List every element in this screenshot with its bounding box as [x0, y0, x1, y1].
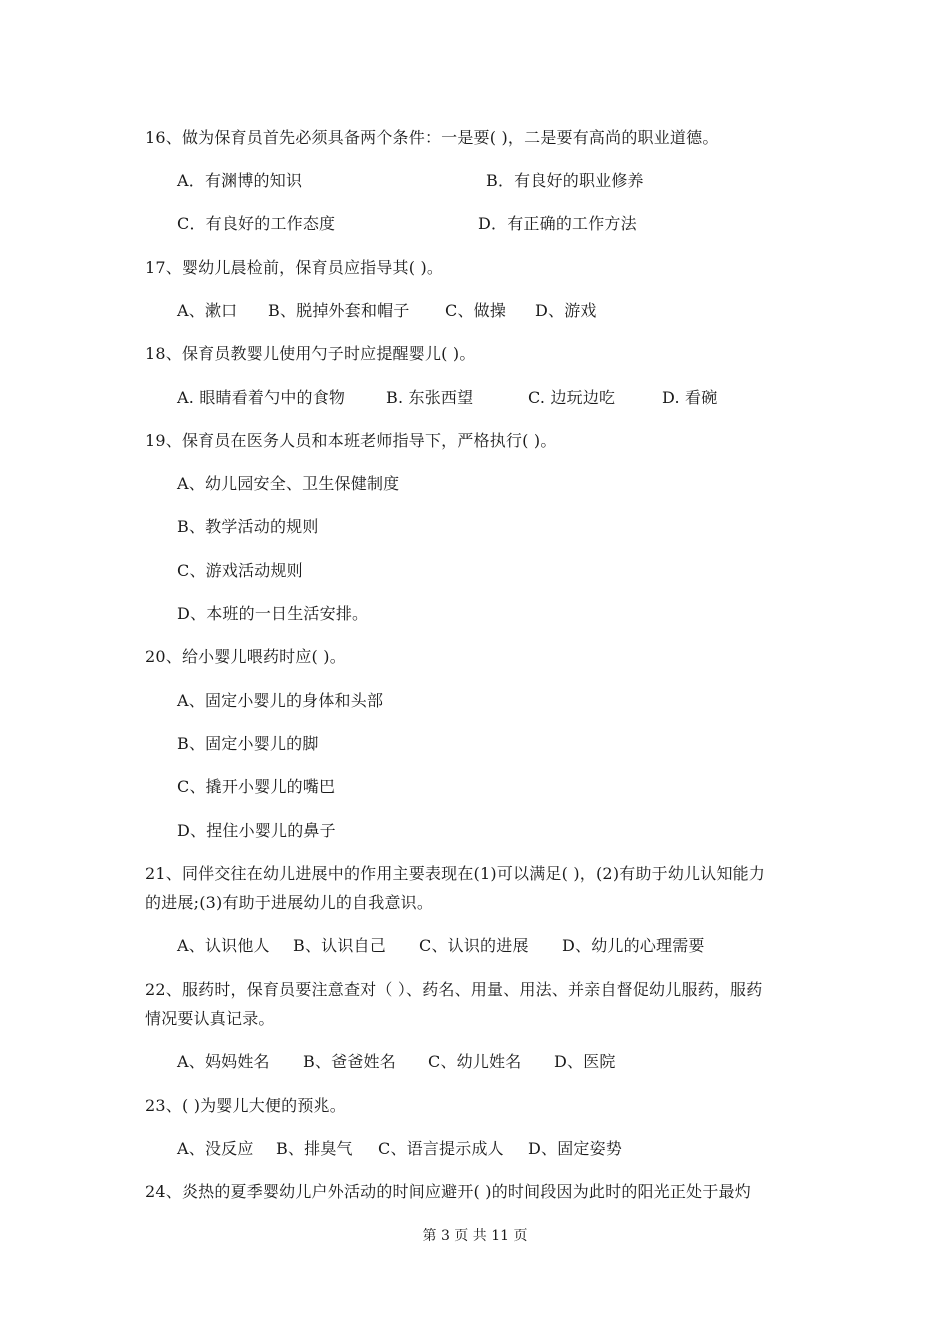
- option-22-b: B、爸爸姓名: [303, 1052, 396, 1071]
- option-20-c: C、撬开小婴儿的嘴巴: [177, 777, 336, 796]
- question-18: 18、保育员教婴儿使用勺子时应提醒婴儿( )。: [145, 344, 476, 363]
- option-16-c: C．有良好的工作态度: [177, 214, 336, 233]
- option-23-a: A、没反应: [177, 1139, 254, 1158]
- question-17: 17、婴幼儿晨检前，保育员应指导其( )。: [145, 258, 444, 277]
- question-24: 24、炎热的夏季婴幼儿户外活动的时间应避开( )的时间段因为此时的阳光正处于最灼: [145, 1182, 751, 1201]
- option-18-a: A. 眼睛看着勺中的食物: [177, 388, 346, 407]
- option-16-a: A．有渊博的知识: [177, 171, 303, 190]
- option-21-a: A、认识他人: [177, 936, 270, 955]
- question-22-line2: 情况要认真记录。: [145, 1009, 275, 1028]
- option-19-b: B、教学活动的规则: [177, 517, 319, 536]
- option-17-c: C、做操: [445, 301, 507, 320]
- question-21-line2: 的进展;(3)有助于进展幼儿的自我意识。: [145, 893, 434, 912]
- option-20-d: D、捏住小婴儿的鼻子: [177, 821, 336, 840]
- option-16-d: D．有正确的工作方法: [478, 214, 637, 233]
- option-21-d: D、幼儿的心理需要: [562, 936, 705, 955]
- option-23-c: C、语言提示成人: [378, 1139, 504, 1158]
- option-22-d: D、医院: [554, 1052, 616, 1071]
- option-20-b: B、固定小婴儿的脚: [177, 734, 319, 753]
- option-19-c: C、游戏活动规则: [177, 561, 303, 580]
- option-22-a: A、妈妈姓名: [177, 1052, 270, 1071]
- option-19-d: D、本班的一日生活安排。: [177, 604, 369, 623]
- option-17-d: D、游戏: [535, 301, 597, 320]
- option-21-b: B、认识自己: [293, 936, 386, 955]
- question-20: 20、给小婴儿喂药时应( )。: [145, 647, 346, 666]
- option-20-a: A、固定小婴儿的身体和头部: [177, 691, 384, 710]
- question-21-line1: 21、同伴交往在幼儿进展中的作用主要表现在(1)可以满足( )，(2)有助于幼儿认知能力: [145, 864, 766, 883]
- page-number-footer: 第 3 页 共 11 页: [422, 1228, 528, 1244]
- option-21-c: C、认识的进展: [419, 936, 529, 955]
- option-23-b: B、排臭气: [276, 1139, 353, 1158]
- option-18-b: B. 东张西望: [386, 388, 474, 407]
- option-22-c: C、幼儿姓名: [428, 1052, 522, 1071]
- option-17-a: A、漱口: [177, 301, 238, 320]
- question-19: 19、保育员在医务人员和本班老师指导下，严格执行( )。: [145, 431, 557, 450]
- option-19-a: A、幼儿园安全、卫生保健制度: [177, 474, 400, 493]
- question-16: 16、做为保育员首先必须具备两个条件：一是要( )，二是要有高尚的职业道德。: [145, 128, 719, 147]
- question-22-line1: 22、服药时，保育员要注意查对（ ）、药名、用量、用法、并亲自督促幼儿服药，服药: [145, 980, 763, 999]
- option-18-d: D. 看碗: [662, 388, 718, 407]
- question-23: 23、( )为婴儿大便的预兆。: [145, 1096, 346, 1115]
- option-23-d: D、固定姿势: [528, 1139, 623, 1158]
- option-17-b: B、脱掉外套和帽子: [268, 301, 410, 320]
- option-18-c: C. 边玩边吃: [528, 388, 616, 407]
- option-16-b: B．有良好的职业修养: [486, 171, 644, 190]
